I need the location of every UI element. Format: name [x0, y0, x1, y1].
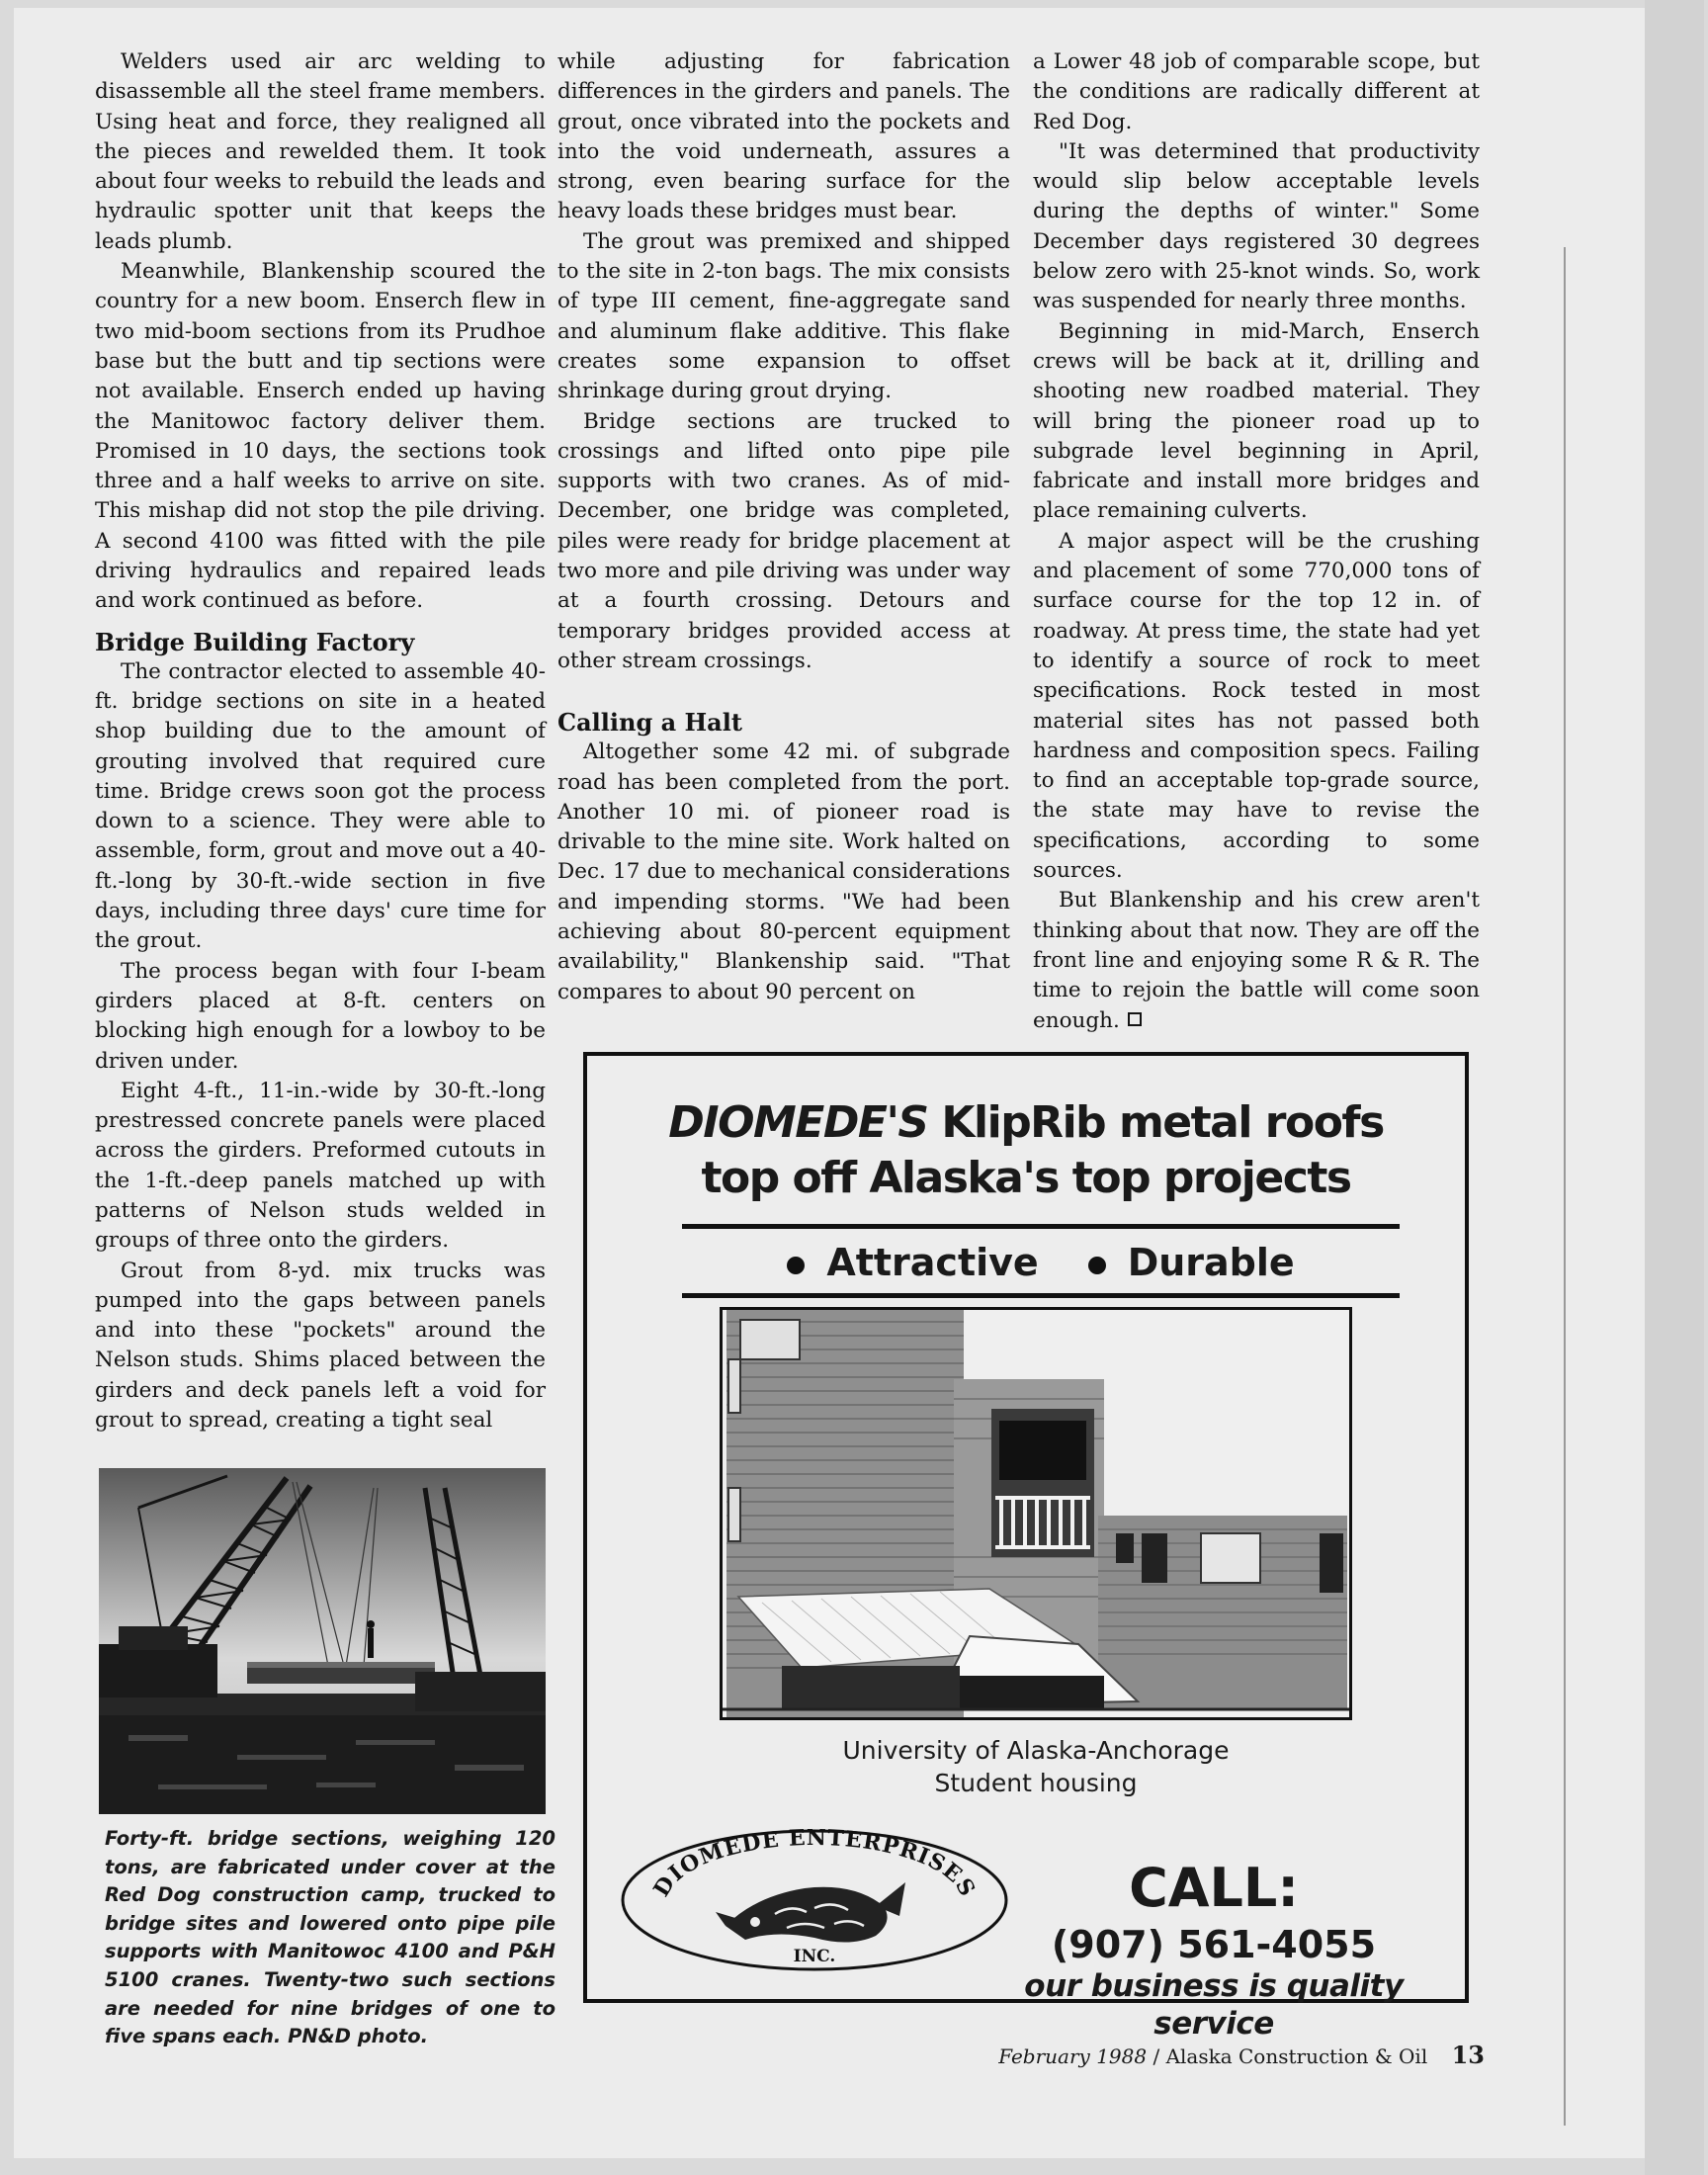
bullet-icon: [1088, 1257, 1106, 1274]
paragraph: The process began with four I-beam girders placed at 8-ft. centers on blocking high enough for a lowboy to be driven under.: [95, 958, 546, 1074]
ad-photo-caption-line-2: Student housing: [934, 1769, 1138, 1797]
paragraph: Grout from 8-yd. mix trucks was pumped into the gaps between panels and into these "pockets" around the Nelson studs. Shims placed between the girders and deck panels left a void for grout to spread, creating a tight seal: [95, 1258, 546, 1434]
fold-line: [1564, 247, 1566, 2126]
feature-label: Attractive: [826, 1241, 1039, 1284]
feature-label: Durable: [1127, 1241, 1295, 1284]
paragraph: a Lower 48 job of comparable scope, but the conditions are radically different at Red Dog.: [1033, 49, 1480, 134]
paragraph: Altogether some 42 mi. of subgrade road has been completed from the port. Another 10 mi. of pioneer road is drivable to the mine site. Work halted on Dec. 17 due to mechanical considerations and impending storms. "We had been achieving about 80-percent equipment availability," Blankenship said. "That compares to about 90 percent on: [557, 740, 1010, 1004]
page-edge: [1645, 0, 1704, 2175]
ad-headline: [587, 1095, 1465, 1206]
article-column-2: [557, 47, 1010, 1007]
logo-emblem: [617, 1827, 1012, 1973]
ad-brand: DIOMEDE'S: [668, 1097, 928, 1148]
paragraph: Meanwhile, Blankenship scoured the country for a new boom. Enserch flew in two mid-boom sections from its Prudhoe base but the butt and tip sections were not available. Enserch ended up having the Manitowoc factory deliver them. Promised in 10 days, the sections took three and a half weeks to arrive on site. This mishap did not stop the pile driving. A second 4100 was fitted with the pile driving hydraulics and repaired leads and work continued as before.: [95, 259, 546, 614]
paragraph-text: But Blankenship and his crew aren't thinking about that now. They are off the front line and enjoying some R & R. The time to rejoin the battle will come soon enough.: [1033, 888, 1480, 1033]
ad-rule-top: [682, 1224, 1400, 1229]
paragraph: [1033, 886, 1480, 1035]
end-mark-icon: [1128, 1012, 1142, 1026]
diomede-enterprises-logo: [617, 1827, 1012, 1973]
paragraph: Beginning in mid-March, Enserch crews will be back at it, drilling and shooting new roadbed material. They will bring the pioneer road up to subgrade level beginning in April, fabricate and install more bridges and place remaining culverts.: [1033, 318, 1480, 524]
crane-photo: [99, 1468, 546, 1814]
logo-bottom-text: INC.: [793, 1947, 836, 1966]
article-column-3: [1033, 47, 1480, 1036]
page-number: 13: [1451, 2041, 1485, 2069]
crane-photo-image: [99, 1468, 546, 1814]
paragraph: while adjusting for fabrication differences in the girders and panels. The grout, once vibrated into the pockets and into the void underneath, assures a strong, even bearing surface for the heavy loads these bridges must bear.: [557, 49, 1010, 224]
bullet-icon: [787, 1257, 805, 1274]
paragraph: Eight 4-ft., 11-in.-wide by 30-ft.-long prestressed concrete panels were placed across the girders. Preformed cutouts in the 1-ft.-deep panels matched up with patterns of Nelson studs welded in groups of three onto the girders.: [95, 1078, 546, 1254]
building-image: [723, 1310, 1349, 1717]
publication-name: Alaska Construction & Oil: [1165, 2044, 1428, 2068]
feature-item: [787, 1241, 1038, 1284]
photo-caption: Forty-ft. bridge sections, weighing 120 tons, are fabricated under cover at the Red Dog construction camp, trucked to bridge sites and lowered onto pipe pile supports with Manitowoc 4100 and P&H 5100 cranes. Twenty-two such sections are needed for nine bridges of one to five spans each. PN&D photo.: [105, 1827, 555, 2048]
paragraph: Welders used air arc welding to disassemble all the steel frame members. Using heat and force, they realigned all the pieces and rewelded them. It took about four weeks to rebuild the leads and hydraulic spotter unit that keeps the leads plumb.: [95, 49, 546, 254]
student-housing-photo: [720, 1307, 1352, 1720]
fish-emblem-icon: [716, 1882, 905, 1943]
ad-photo-caption-line-1: University of Alaska-Anchorage: [842, 1736, 1230, 1765]
paragraph: A major aspect will be the crushing and placement of some 770,000 tons of surface course for the top 12 in. of roadway. At press time, the state had yet to identify a source of rock to meet specifications. Rock tested in most material sites has not passed both hardness and composition specs. Failing to find an acceptable top-grade source, the state may have to revise the specifications, according to some sources.: [1033, 528, 1480, 884]
call-block: [967, 1859, 1461, 2043]
ad-headline-rest: KlipRib metal roofs: [927, 1097, 1384, 1148]
ad-tagline: our business is quality service: [1024, 1968, 1404, 2042]
page-footer: [990, 2041, 1485, 2069]
advertisement: [583, 1052, 1469, 2042]
paragraph: The contractor elected to assemble 40-ft. bridge sections on site in a heated shop building due to the amount of grouting involved that required cure time. Bridge crews soon got the process down to a science. They were able to assemble, form, grout and move out a 40-ft.-long by 30-ft.-wide section in five days, including three days' cure time for the grout.: [95, 658, 546, 954]
issue-date: February 1988: [998, 2044, 1148, 2068]
feature-item: [1088, 1241, 1295, 1284]
logo-top-text: DIOMEDE ENTERPRISES: [648, 1827, 981, 1902]
section-heading: Bridge Building Factory: [95, 627, 415, 656]
ad-features: [682, 1234, 1400, 1291]
ad-rule-bottom: [682, 1293, 1400, 1298]
paragraph: "It was determined that productivity would slip below acceptable levels during the depths of winter." Some December days registered 30 degrees below zero with 25-knot winds. So, work was suspended for nearly three months.: [1033, 138, 1480, 314]
ad-headline-line-2: top off Alaska's top projects: [701, 1153, 1351, 1203]
ad-photo-caption: [720, 1734, 1352, 1799]
paragraph: Bridge sections are trucked to crossings and lifted onto pipe pile supports with two cranes. As of mid-December, one bridge was completed, piles were ready for bridge placement at two more and pile driving was under way at a fourth crossing. Detours and temporary bridges provided access at other stream crossings.: [557, 408, 1010, 673]
ad-headline-line-1: [587, 1095, 1465, 1151]
footer-separator: /: [1153, 2044, 1166, 2068]
paragraph: The grout was premixed and shipped to the site in 2-ton bags. The mix consists of type III cement, fine-aggregate sand and aluminum flake additive. This flake creates some expansion to offset shrinkage during grout drying.: [557, 228, 1010, 404]
phone-number: (907) 561-4055: [1051, 1923, 1377, 1966]
call-label: CALL:: [1129, 1857, 1299, 1919]
section-heading: Calling a Halt: [557, 708, 742, 738]
article-column-1: [95, 47, 546, 1436]
